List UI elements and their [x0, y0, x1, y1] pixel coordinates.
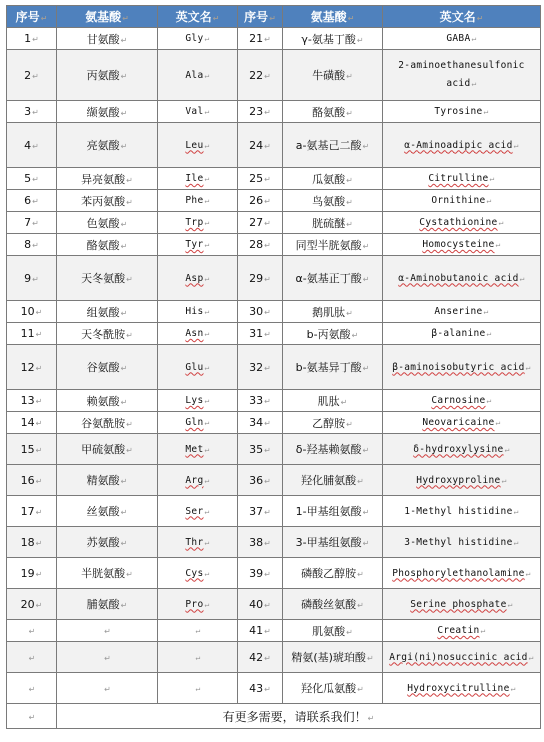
- table-row: [7, 527, 541, 558]
- amino-acid-cell: 鹅肌肽↵: [283, 301, 383, 323]
- amino-acid-cell: 天冬氨酸↵: [57, 256, 158, 301]
- amino-acid-cell: 肌肽↵: [283, 390, 383, 412]
- english-name-cell: Carnosine↵: [383, 390, 541, 412]
- english-name-cell: Arg↵: [158, 465, 238, 496]
- amino-acid-cell: 3-甲基组氨酸↵: [283, 527, 383, 558]
- amino-acid-cell: 亮氨酸↵: [57, 123, 158, 168]
- english-name-cell: Argi(ni)nosuccinic acid↵: [383, 642, 541, 673]
- amino-acid-cell: 赖氨酸↵: [57, 390, 158, 412]
- table-row: [7, 50, 541, 101]
- amino-acid-cell: b-丙氨酸↵: [283, 323, 383, 345]
- english-name-cell: Asp↵: [158, 256, 238, 301]
- amino-acid-cell: 色氨酸↵: [57, 212, 158, 234]
- index-cell: 12↵: [7, 345, 57, 390]
- english-name-cell: Phosphorylethanolamine↵: [383, 558, 541, 589]
- index-cell: 41↵: [238, 620, 283, 642]
- index-cell: 28↵: [238, 234, 283, 256]
- english-name-cell: Met↵: [158, 434, 238, 465]
- english-name-cell: ↵: [158, 620, 238, 642]
- amino-acid-cell: 丝氨酸↵: [57, 496, 158, 527]
- index-cell: 29↵: [238, 256, 283, 301]
- english-name-cell: β-alanine↵: [383, 323, 541, 345]
- english-name-cell: α-Aminobutanoic acid↵: [383, 256, 541, 301]
- amino-acid-cell: 乙醇胺↵: [283, 412, 383, 434]
- table-row: [7, 390, 541, 412]
- table-row: [7, 123, 541, 168]
- english-name-cell: Tyr↵: [158, 234, 238, 256]
- english-name-cell: His↵: [158, 301, 238, 323]
- table-row: [7, 558, 541, 589]
- index-cell: 14↵: [7, 412, 57, 434]
- index-cell: 31↵: [238, 323, 283, 345]
- table-body: [7, 28, 541, 704]
- amino-acid-cell: a-氨基己二酸↵: [283, 123, 383, 168]
- english-name-cell: Hydroxycitrulline↵: [383, 673, 541, 704]
- index-cell: 5↵: [7, 168, 57, 190]
- english-name-cell: Neovaricaine↵: [383, 412, 541, 434]
- english-name-cell: Serine phosphate↵: [383, 589, 541, 620]
- amino-acid-cell: ↵: [57, 642, 158, 673]
- amino-acid-cell: 羟化瓜氨酸↵: [283, 673, 383, 704]
- index-cell: 42↵: [238, 642, 283, 673]
- index-cell: 13↵: [7, 390, 57, 412]
- amino-acid-cell: 磷酸丝氨酸↵: [283, 589, 383, 620]
- table-row: [7, 496, 541, 527]
- index-cell: 40↵: [238, 589, 283, 620]
- index-cell: 37↵: [238, 496, 283, 527]
- table-row: [7, 301, 541, 323]
- index-cell: 25↵: [238, 168, 283, 190]
- english-name-cell: GABA↵: [383, 28, 541, 50]
- english-name-cell: β-aminoisobutyric acid↵: [383, 345, 541, 390]
- table-row: [7, 465, 541, 496]
- footer-contact-note: 有更多需要，请联系我们！↵: [57, 704, 541, 729]
- index-cell: 22↵: [238, 50, 283, 101]
- table-row: [7, 412, 541, 434]
- footer-marker-cell: ↵: [7, 704, 57, 729]
- table-row: [7, 673, 541, 704]
- amino-acid-cell: 同型半胱氨酸↵: [283, 234, 383, 256]
- index-cell: 33↵: [238, 390, 283, 412]
- english-name-cell: Gly↵: [158, 28, 238, 50]
- amino-acid-cell: 鸟氨酸↵: [283, 190, 383, 212]
- english-name-cell: Thr↵: [158, 527, 238, 558]
- index-cell: 38↵: [238, 527, 283, 558]
- index-cell: 23↵: [238, 101, 283, 123]
- english-name-cell: 2-aminoethanesulfonic acid↵: [383, 50, 541, 101]
- amino-acid-cell: 甲硫氨酸↵: [57, 434, 158, 465]
- english-name-cell: Pro↵: [158, 589, 238, 620]
- amino-acid-cell: 瓜氨酸↵: [283, 168, 383, 190]
- amino-acid-cell: 缬氨酸↵: [57, 101, 158, 123]
- amino-acid-table: [6, 5, 541, 729]
- index-cell: 19↵: [7, 558, 57, 589]
- english-name-cell: Ala↵: [158, 50, 238, 101]
- amino-acid-cell: 精氨酸↵: [57, 465, 158, 496]
- header-amino-acid-2: 氨基酸↵: [283, 6, 383, 28]
- amino-acid-cell: 磷酸乙醇胺↵: [283, 558, 383, 589]
- header-amino-acid-1: 氨基酸↵: [57, 6, 158, 28]
- amino-acid-cell: 酪氨酸↵: [283, 101, 383, 123]
- index-cell: 34↵: [238, 412, 283, 434]
- index-cell: 16↵: [7, 465, 57, 496]
- english-name-cell: Ornithine↵: [383, 190, 541, 212]
- english-name-cell: Ile↵: [158, 168, 238, 190]
- table-row: [7, 620, 541, 642]
- header-index-1: 序号↵: [7, 6, 57, 28]
- index-cell: 30↵: [238, 301, 283, 323]
- table-row: [7, 168, 541, 190]
- index-cell: 43↵: [238, 673, 283, 704]
- table-row: [7, 101, 541, 123]
- index-cell: 4↵: [7, 123, 57, 168]
- table-row: [7, 234, 541, 256]
- amino-acid-cell: δ-羟基赖氨酸↵: [283, 434, 383, 465]
- amino-acid-cell: 羟化脯氨酸↵: [283, 465, 383, 496]
- index-cell: 17↵: [7, 496, 57, 527]
- document-page: [6, 5, 540, 729]
- table-row: [7, 256, 541, 301]
- index-cell: 24↵: [238, 123, 283, 168]
- index-cell: ↵: [7, 620, 57, 642]
- english-name-cell: Cys↵: [158, 558, 238, 589]
- index-cell: 9↵: [7, 256, 57, 301]
- table-row: [7, 323, 541, 345]
- english-name-cell: δ-hydroxylysine↵: [383, 434, 541, 465]
- table-row: [7, 345, 541, 390]
- amino-acid-cell: α-氨基正丁酸↵: [283, 256, 383, 301]
- english-name-cell: ↵: [158, 673, 238, 704]
- index-cell: 8↵: [7, 234, 57, 256]
- index-cell: 15↵: [7, 434, 57, 465]
- table-footer-row: [7, 704, 541, 729]
- english-name-cell: Anserine↵: [383, 301, 541, 323]
- index-cell: 39↵: [238, 558, 283, 589]
- english-name-cell: Lys↵: [158, 390, 238, 412]
- index-cell: ↵: [7, 642, 57, 673]
- table-row: [7, 642, 541, 673]
- index-cell: 10↵: [7, 301, 57, 323]
- index-cell: 2↵: [7, 50, 57, 101]
- amino-acid-cell: 脯氨酸↵: [57, 589, 158, 620]
- amino-acid-cell: 苯丙氨酸↵: [57, 190, 158, 212]
- table-header-row: [7, 6, 541, 28]
- amino-acid-cell: 精氨(基)琥珀酸↵: [283, 642, 383, 673]
- amino-acid-cell: 甘氨酸↵: [57, 28, 158, 50]
- english-name-cell: 3-Methyl histidine↵: [383, 527, 541, 558]
- amino-acid-cell: 牛磺酸↵: [283, 50, 383, 101]
- amino-acid-cell: 酪氨酸↵: [57, 234, 158, 256]
- amino-acid-cell: 苏氨酸↵: [57, 527, 158, 558]
- amino-acid-cell: γ-氨基丁酸↵: [283, 28, 383, 50]
- index-cell: 6↵: [7, 190, 57, 212]
- english-name-cell: 1-Methyl histidine↵: [383, 496, 541, 527]
- amino-acid-cell: 天冬酰胺↵: [57, 323, 158, 345]
- table-row: [7, 434, 541, 465]
- english-name-cell: Ser↵: [158, 496, 238, 527]
- english-name-cell: Cystathionine↵: [383, 212, 541, 234]
- amino-acid-cell: 肌氨酸↵: [283, 620, 383, 642]
- header-english-name-1: 英文名↵: [158, 6, 238, 28]
- table-row: [7, 28, 541, 50]
- index-cell: 21↵: [238, 28, 283, 50]
- header-index-2: 序号↵: [238, 6, 283, 28]
- index-cell: ↵: [7, 673, 57, 704]
- amino-acid-cell: 谷氨酸↵: [57, 345, 158, 390]
- index-cell: 7↵: [7, 212, 57, 234]
- amino-acid-cell: 谷氨酰胺↵: [57, 412, 158, 434]
- english-name-cell: α-Aminoadipic acid↵: [383, 123, 541, 168]
- index-cell: 20↵: [7, 589, 57, 620]
- amino-acid-cell: ↵: [57, 673, 158, 704]
- english-name-cell: Asn↵: [158, 323, 238, 345]
- amino-acid-cell: 1-甲基组氨酸↵: [283, 496, 383, 527]
- english-name-cell: Hydroxyproline↵: [383, 465, 541, 496]
- english-name-cell: Creatin↵: [383, 620, 541, 642]
- index-cell: 18↵: [7, 527, 57, 558]
- header-english-name-2: 英文名↵: [383, 6, 541, 28]
- table-row: [7, 190, 541, 212]
- english-name-cell: ↵: [158, 642, 238, 673]
- index-cell: 11↵: [7, 323, 57, 345]
- table-row: [7, 212, 541, 234]
- index-cell: 27↵: [238, 212, 283, 234]
- amino-acid-cell: b-氨基异丁酸↵: [283, 345, 383, 390]
- english-name-cell: Glu↵: [158, 345, 238, 390]
- amino-acid-cell: 组氨酸↵: [57, 301, 158, 323]
- english-name-cell: Citrulline↵: [383, 168, 541, 190]
- index-cell: 3↵: [7, 101, 57, 123]
- english-name-cell: Tyrosine↵: [383, 101, 541, 123]
- english-name-cell: Gln↵: [158, 412, 238, 434]
- amino-acid-cell: 胱硫醚↵: [283, 212, 383, 234]
- table-row: [7, 589, 541, 620]
- amino-acid-cell: ↵: [57, 620, 158, 642]
- english-name-cell: Val↵: [158, 101, 238, 123]
- english-name-cell: Leu↵: [158, 123, 238, 168]
- amino-acid-cell: 半胱氨酸↵: [57, 558, 158, 589]
- english-name-cell: Trp↵: [158, 212, 238, 234]
- index-cell: 32↵: [238, 345, 283, 390]
- english-name-cell: Phe↵: [158, 190, 238, 212]
- index-cell: 35↵: [238, 434, 283, 465]
- amino-acid-cell: 丙氨酸↵: [57, 50, 158, 101]
- index-cell: 26↵: [238, 190, 283, 212]
- index-cell: 36↵: [238, 465, 283, 496]
- index-cell: 1↵: [7, 28, 57, 50]
- english-name-cell: Homocysteine↵: [383, 234, 541, 256]
- amino-acid-cell: 异亮氨酸↵: [57, 168, 158, 190]
